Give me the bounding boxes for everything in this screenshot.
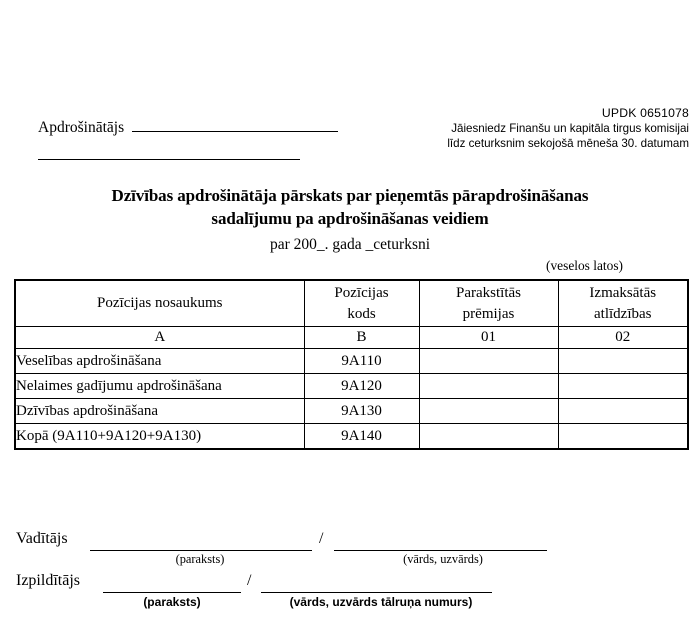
report-table (14, 279, 689, 450)
agency-info-block (447, 105, 689, 151)
row-premiums-input-9a110[interactable] (419, 349, 558, 374)
row-premiums-input-9a130[interactable] (419, 399, 558, 424)
manager-signature-line[interactable] (90, 550, 312, 551)
row-label-accident-insurance: Nelaimes gadījumu apdrošināšana (15, 374, 304, 399)
insurer-field-block (38, 118, 338, 160)
column-header-position-name-line1: Pozīcijas nosaukums (97, 295, 223, 311)
row-label-health-insurance: Veselības apdrošināšana (15, 349, 304, 374)
form-code-label: UPDK 0651078 (601, 106, 689, 120)
page-title-line-2: sadalījumu pa apdrošināšanas veidiem (211, 209, 489, 228)
row-premiums-input-9a120[interactable] (419, 374, 558, 399)
row-claims-input-9a140[interactable] (558, 424, 688, 450)
column-header-paid-claims-line1: Izmaksātās (589, 284, 657, 301)
column-header-written-premiums-line1: Parakstītās (456, 284, 521, 301)
table-row (15, 424, 688, 450)
row-code-9a120: 9A120 (304, 374, 419, 399)
insurer-input-line[interactable] (132, 118, 338, 132)
column-code-01: 01 (419, 327, 558, 349)
preparer-slash-separator: / (247, 572, 252, 589)
page-subtitle: par 200_. gada _ceturksni (269, 236, 431, 253)
column-header-paid-claims-line2: atlīdzības (594, 305, 652, 322)
manager-name-line[interactable] (334, 550, 547, 551)
preparer-label: Izpildītājs (16, 572, 80, 589)
insurer-field-row (38, 118, 338, 137)
column-code-02: 02 (558, 327, 688, 349)
page-title-line-1: Dzīvības apdrošinātāja pārskats par pieņemtās pārapdrošināšanas (111, 186, 589, 205)
signature-area (16, 530, 700, 614)
column-header-written-premiums (419, 280, 558, 327)
row-claims-input-9a120[interactable] (558, 374, 688, 399)
insurer-label: Apdrošinātājs (38, 119, 125, 136)
manager-slash-separator: / (319, 530, 324, 547)
insurer-input-line-2[interactable] (38, 137, 300, 160)
column-code-b: B (304, 327, 419, 349)
row-code-9a130: 9A130 (304, 399, 419, 424)
manager-signature-caption: (paraksts) (175, 552, 225, 566)
row-label-life-insurance: Dzīvības apdrošināšana (15, 399, 304, 424)
preparer-signature-caption: (paraksts) (143, 595, 201, 609)
row-label-total: Kopā (9A110+9A120+9A130) (15, 424, 304, 450)
table-row (15, 349, 688, 374)
column-header-position-code-line2: kods (347, 305, 376, 322)
row-claims-input-9a110[interactable] (558, 349, 688, 374)
title-block (0, 184, 700, 254)
preparer-name-line[interactable] (261, 592, 492, 593)
units-note: (veselos latos) (546, 258, 623, 273)
submission-instruction-line-2: līdz ceturksnim sekojošā mēneša 30. datumam (447, 137, 689, 150)
column-header-position-code-line1: Pozīcijas (334, 284, 389, 301)
column-header-position-code (304, 280, 419, 327)
signature-row-preparer (16, 572, 700, 614)
table-header-row (15, 280, 688, 327)
form-header (0, 105, 700, 165)
column-header-paid-claims (558, 280, 688, 327)
column-header-written-premiums-line2: prēmijas (462, 305, 515, 322)
preparer-name-caption: (vārds, uzvārds tālruņa numurs) (289, 595, 473, 609)
column-header-position-name (15, 280, 304, 327)
column-code-a: A (15, 327, 304, 349)
table-row (15, 399, 688, 424)
signature-row-manager (16, 530, 700, 572)
row-claims-input-9a130[interactable] (558, 399, 688, 424)
row-premiums-input-9a140[interactable] (419, 424, 558, 450)
preparer-signature-line[interactable] (103, 592, 241, 593)
manager-label: Vadītājs (16, 530, 68, 547)
manager-name-caption: (vārds, uzvārds) (403, 552, 483, 566)
report-table-wrap (14, 279, 687, 450)
submission-instruction-line-1: Jāiesniedz Finanšu un kapitāla tirgus komisijai (451, 122, 689, 135)
row-code-9a110: 9A110 (304, 349, 419, 374)
row-code-9a140: 9A140 (304, 424, 419, 450)
table-column-code-row (15, 327, 688, 349)
table-row (15, 374, 688, 399)
